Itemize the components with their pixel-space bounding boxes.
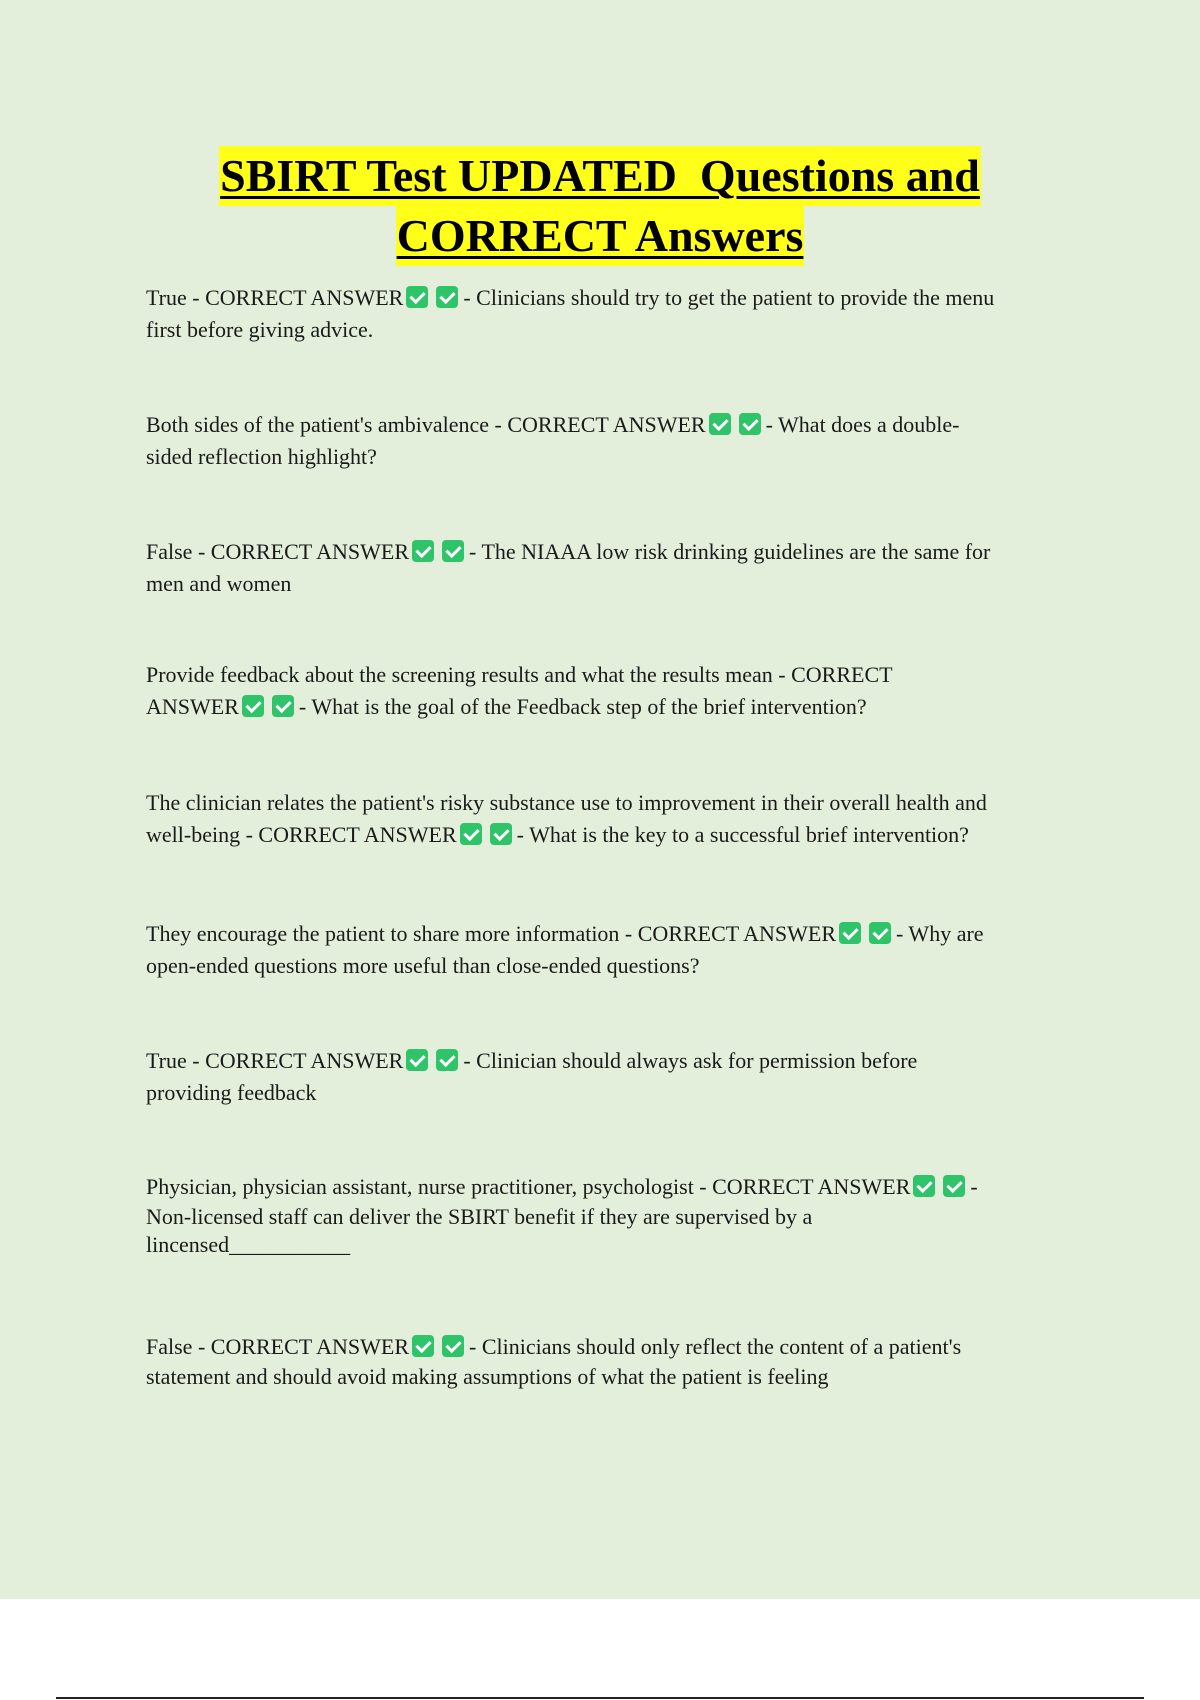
answer-text: well-being - CORRECT ANSWER: [146, 822, 457, 847]
answer-text: False - CORRECT ANSWER: [146, 539, 410, 564]
title-line-2: CORRECT Answers: [396, 206, 805, 266]
answer-text: True - CORRECT ANSWER: [146, 285, 404, 310]
check-mark-icon: [272, 695, 294, 717]
check-mark-icon: [242, 695, 264, 717]
check-mark-icon: [442, 1335, 464, 1357]
answer-text: True - CORRECT ANSWER: [146, 1048, 404, 1073]
qa-line: [146, 409, 1086, 441]
qa-item: [146, 787, 1086, 851]
qa-line: [146, 691, 1086, 723]
question-text: - What is the goal of the Feedback step of the brief intervention?: [298, 694, 867, 719]
question-text: - Clinicians should try to get the patient to provide the menu: [463, 285, 995, 310]
qa-line: men and women: [146, 571, 292, 596]
check-mark-icon: [406, 1049, 428, 1071]
qa-line: open-ended questions more useful than close-ended questions?: [146, 953, 700, 978]
check-mark-icon: [412, 1335, 434, 1357]
qa-item: [146, 409, 1086, 473]
qa-item: [146, 282, 1086, 346]
qa-line: statement and should avoid making assumptions of what the patient is feeling: [146, 1364, 829, 1389]
title-line-1: SBIRT Test UPDATED Questions and: [219, 146, 981, 206]
qa-item: [146, 918, 1086, 982]
check-mark-icon: [913, 1175, 935, 1197]
question-text: - Why are: [896, 921, 984, 946]
footer-divider: [56, 1697, 1144, 1699]
answer-text: ANSWER: [146, 694, 239, 719]
qa-item: [146, 1332, 1086, 1392]
qa-line: sided reflection highlight?: [146, 444, 377, 469]
check-mark-icon: [436, 286, 458, 308]
question-text: - The NIAAA low risk drinking guidelines are the same for: [469, 539, 991, 564]
check-mark-icon: [709, 413, 731, 435]
qa-line: [146, 536, 1086, 568]
check-mark-icon: [436, 1049, 458, 1071]
question-text: - What does a double-: [765, 412, 960, 437]
question-text: - Clinicians should only reflect the content of a patient's: [469, 1334, 962, 1359]
qa-item: [146, 659, 1086, 723]
answer-text: They encourage the patient to share more information - CORRECT ANSWER: [146, 921, 836, 946]
check-mark-icon: [460, 823, 482, 845]
check-mark-icon: [412, 540, 434, 562]
qa-line: [146, 1045, 1086, 1077]
qa-line: [146, 819, 1086, 851]
qa-item: [146, 1172, 1086, 1258]
answer-text: Physician, physician assistant, nurse practitioner, psychologist - CORRECT ANSWER: [146, 1174, 911, 1199]
qa-line: providing feedback: [146, 1080, 317, 1105]
qa-item: [146, 1045, 1086, 1109]
qa-line: [146, 282, 1086, 314]
check-mark-icon: [490, 823, 512, 845]
qa-line: The clinician relates the patient's risky substance use to improvement in their overall health and: [146, 790, 987, 815]
qa-item: [146, 536, 1086, 600]
qa-line: lincensed___________: [146, 1232, 351, 1257]
check-mark-icon: [442, 540, 464, 562]
check-mark-icon: [406, 286, 428, 308]
qa-line: [146, 1332, 1086, 1362]
check-mark-icon: [869, 922, 891, 944]
question-text: - What is the key to a successful brief intervention?: [516, 822, 969, 847]
answer-text: Both sides of the patient's ambivalence - CORRECT ANSWER: [146, 412, 706, 437]
qa-line: Provide feedback about the screening results and what the results mean - CORRECT: [146, 662, 893, 687]
check-mark-icon: [739, 413, 761, 435]
document-title: [0, 146, 1200, 266]
qa-line: [146, 918, 1086, 950]
question-text: - Clinician should always ask for permission before: [463, 1048, 918, 1073]
check-mark-icon: [839, 922, 861, 944]
qa-line: Non-licensed staff can deliver the SBIRT benefit if they are supervised by a: [146, 1204, 813, 1229]
check-mark-icon: [943, 1175, 965, 1197]
qa-line: first before giving advice.: [146, 317, 374, 342]
question-text: -: [970, 1174, 978, 1199]
answer-text: False - CORRECT ANSWER: [146, 1334, 410, 1359]
qa-line: [146, 1172, 1086, 1202]
